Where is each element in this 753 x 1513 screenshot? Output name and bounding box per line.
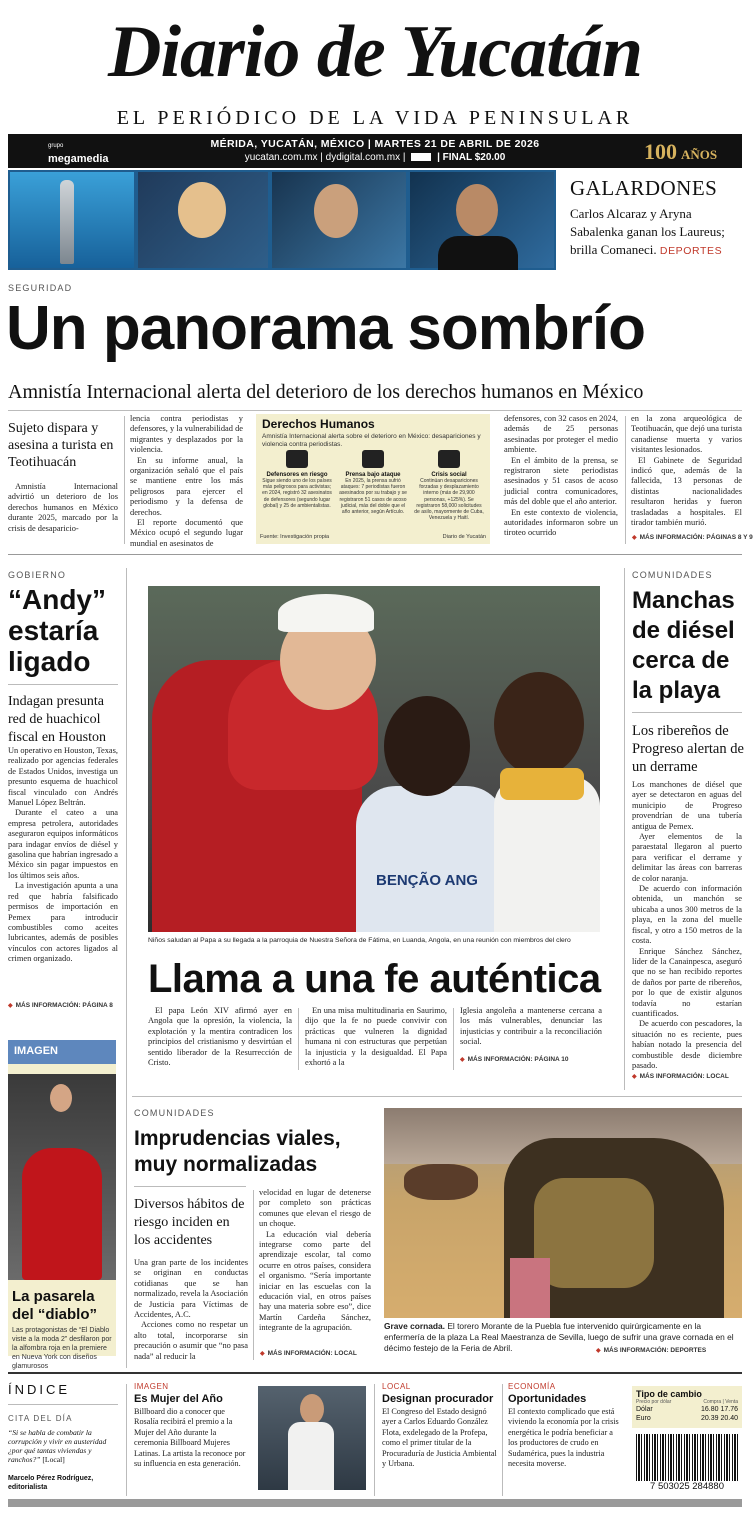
gobierno-p2: Durante el cateo a una empresa petrolera, autoridades aseguraron equipos informáticos para indagar envíos de diésel y gasolina que habrían ingresado a México sin pagar impuestos en los últimos seis años.: [8, 808, 118, 880]
comunidades-right-section-label: COMUNIDADES: [632, 570, 713, 580]
infobox-item-text: Continúan desapariciones forzadas y desplazamiento interno (más de 29,900 personas, +125%). Se registraron 58,000 solicitudes de asilo, mayormente de Cuba, Venezuela y Haití.: [414, 478, 484, 522]
human-rights-infobox: [256, 414, 490, 544]
exchange-row-value: 20.39 20.40: [701, 1415, 738, 1422]
infobox-item-title: Crisis social: [431, 472, 467, 478]
footer-col-title: Es Mujer del Año: [134, 1393, 223, 1405]
lead-col1: [8, 482, 118, 544]
footer-col-section: LOCAL: [382, 1382, 411, 1391]
footer-col-text: El Congreso del Estado designó ayer a Carlos Eduardo González Flota, exdelegado de la Profepa, como el primer titular de la Procuraduría de Justicia Ambiental y Urbana.: [382, 1407, 497, 1469]
viales-col1-p1: Una gran parte de los incidentes se originan en conductas cotidianas que se han normalizado, revela la Asociación de Justicia para Víctimas de Accidentes, A.C.: [134, 1258, 248, 1320]
lead-col1-text: Amnistía Internacional advirtió un deterioro de los derechos humanos en México durante 2025, marcado por la crisis de desaparicio-: [8, 482, 118, 533]
galardones-text: Carlos Alcaraz y Aryna Sabalenka ganan los Laureus; brilla Comaneci.: [570, 206, 725, 257]
trophy-figure-icon: [60, 180, 74, 264]
pope-photo[interactable]: [148, 586, 600, 932]
viales-col2-p1: velocidad en lugar de detenerse por completo son prácticas comunes que elevan el riesgo de un choque.: [259, 1188, 371, 1229]
infobox-item-1: [262, 450, 332, 509]
imagen-box[interactable]: [8, 1040, 116, 1370]
exchange-row-value: 16.80 17.76: [701, 1406, 738, 1413]
viales-subhead: Diversos hábitos de riesgo inciden en los accidentes: [134, 1197, 245, 1248]
megamedia-logo: [26, 140, 109, 165]
infobox-item-text: En 2025, la prensa sufrió ataques: 7 periodistas fueron asesinados por su trabajo y se registraron 51 casos de acoso judicial, más del doble que el año anterior, según Artículo.: [339, 478, 407, 516]
comunidades-right-p1: Los manchones de diésel que ayer se detectaron en aguas del municipio de Progreso provendrían de una tubería antigua de Pemex.: [632, 780, 742, 831]
barcode-number: 7 503025 284880: [632, 1481, 742, 1493]
bull: [404, 1164, 478, 1200]
torero-more-info[interactable]: ◆ MÁS INFORMACIÓN: DEPORTES: [596, 1347, 706, 1354]
footer-col-imagen[interactable]: [134, 1382, 250, 1469]
gobierno-p1: Un operativo en Houston, Texas, realizado por agencias federales de Estados Unidos, investiga un presunto esquema de huachicol fiscal vinculado con Andrés Manuel López Beltrán.: [8, 746, 118, 808]
viales-col1: [134, 1258, 248, 1362]
cita-tag: [Local]: [42, 1455, 65, 1464]
lead-col4-p2: El Gabinete de Seguridad indicó que, además de la fallecida, 13 personas de distintas nacionalidades resultaron heridas y fueron trasladadas a hospitales. El tirador también murió.: [631, 455, 742, 528]
website-links[interactable]: yucatan.com.mx | dydigital.com.mx |: [244, 152, 406, 163]
imagen-headline: La pasarela del “diablo”: [12, 1288, 98, 1323]
zucchetto: [278, 594, 374, 632]
imagen-text: Las protagonistas de “El Diablo viste a la moda 2” desfilaron por la alfombra roja en la premiere en Nueva York con diseños glamurosos: [12, 1327, 112, 1370]
viales-more-info[interactable]: ◆ MÁS INFORMACIÓN: LOCAL: [260, 1350, 357, 1357]
cita-author: Marcelo Pérez Rodríguez, editorialista: [8, 1475, 94, 1491]
imagen-label: IMAGEN: [8, 1040, 116, 1064]
divider: [298, 1008, 299, 1070]
infobox-item-2: [338, 450, 408, 515]
website-line: [190, 152, 560, 163]
gobierno-more-info[interactable]: ◆ MÁS INFORMACIÓN: PÁGINA 8: [8, 1002, 113, 1009]
masthead-subtitle: EL PERIÓDICO DE LA VIDA PENINSULAR: [116, 107, 634, 129]
footer-col-economia[interactable]: [508, 1382, 624, 1469]
footer-col-title: Designan procurador: [382, 1393, 494, 1405]
divider: [126, 568, 127, 1368]
divider: [8, 410, 742, 411]
gobierno-body: [8, 746, 118, 994]
pope-col3-text: Iglesia angoleña a mantenerse cercana a los más vulnerables, denunciar las injusticias y contribuir a la reconciliación social.: [460, 1006, 602, 1047]
viales-col1-p2: Acciones como no respetar un alto total, incorporarse sin precaución o asumir que “no pasa nada” al reducir la: [134, 1320, 248, 1361]
pink-stockings: [510, 1258, 550, 1318]
exchange-row: [636, 1414, 738, 1423]
person-face-2: [314, 184, 358, 238]
grupo-label: grupo: [48, 143, 64, 149]
footer-col-section: ECONOMÍA: [508, 1382, 556, 1391]
torero-caption-bold: Grave cornada.: [384, 1321, 445, 1331]
infobox-source: Fuente: Investigación propia: [260, 534, 330, 540]
lead-col2: [130, 414, 243, 548]
footer-col-local[interactable]: [382, 1382, 498, 1469]
divider: [124, 416, 125, 544]
girl-head: [384, 696, 470, 796]
exchange-row: [636, 1405, 738, 1414]
galardones-section[interactable]: DEPORTES: [659, 245, 723, 257]
footer-col-text: El contexto complicado que está viviendo la economía por la crisis energética le podría beneficiar a los productores de crudo en Sudamérica, pues la industria necesita moverse.: [508, 1407, 619, 1469]
infobox-item-text: Sigue siendo uno de los países más peligrosos para activistas; en 2024, registró 32 asesinatos de defensores (segundo lugar global) y 25 de ambientalistas.: [262, 478, 332, 509]
lead-col2-p3: El reporte documentó que México ocupó el segundo lugar mundial en asesinatos de: [130, 518, 243, 548]
infobox-item-title: Prensa bajo ataque: [345, 472, 401, 478]
laureus-photo-strip[interactable]: [8, 170, 556, 270]
exchange-row-name: Euro: [636, 1415, 651, 1422]
person-body-3: [438, 236, 518, 270]
infobox-item-3: [414, 450, 484, 521]
viales-col2-p2: La educación vial debería integrarse como parte del aprendizaje escolar, tal como ocurre en otros países, considera el organismo. “Sería importante iniciar en las escuelas con la educación vial, en otros países hay una materia sobre eso”, dice Martín Cardeña Sánchez, integrante de la agrupación.: [259, 1229, 371, 1333]
imagen-face: [50, 1084, 72, 1112]
divider: [132, 1096, 742, 1097]
lead-col2-p1: lencia contra periodistas y defensores, y la vulnerabilidad de migrantes y desplazados por la violencia.: [130, 414, 243, 455]
lead-deck: Amnistía Internacional alerta del deterioro de los derechos humanos en México: [8, 381, 644, 403]
exchange-header-left: Precio por dólar: [636, 1399, 672, 1405]
footer-col-text: Billboard dio a conocer que Rosalía recibirá el premio a la Mujer del Año durante la ceremonia Billboard Mujeres Latinas. La artista la reconoce por su influencia en esta generación.: [134, 1407, 246, 1469]
lead-col4-p1: en la zona arqueológica de Teotihuacán, que dejó una turista canadiense muerta y varios visitantes lesionados.: [631, 414, 742, 455]
gobierno-p3: La investigación apunta a una red que habría falsificado permisos de importación en Pemex para introducir combustibles como aceites lubricantes, además de posibles vínculos con actores ligados al crimen organizado.: [8, 881, 118, 964]
infobox-credit: Diario de Yucatán: [442, 534, 486, 540]
comunidades-right-p2: Ayer elementos de la paraestatal llegaron al puerto para verificar el derrame y delimitar las áreas con barreras de color naranja.: [632, 832, 742, 883]
lead-col3-p1: defensores, con 32 casos en 2024, además de 25 personas asesinadas por proteger el medio ambiente.: [504, 414, 618, 455]
gobierno-section-label: GOBIERNO: [8, 570, 67, 580]
lead-headline[interactable]: Un panorama sombrío: [6, 294, 645, 363]
gobierno-subhead: Indagan presunta red de huachicol fiscal en Houston: [8, 694, 106, 745]
divider: [8, 554, 742, 555]
pope-caption: Niños saludan al Papa a su llegada a la parroquia de Nuestra Señora de Fátima, en Luanda, Angola, en una reunión con miembros del clero: [148, 937, 571, 944]
exchange-row-name: Dólar: [636, 1406, 653, 1413]
social-crisis-icon: [438, 450, 460, 468]
lead-col3: [504, 414, 618, 544]
child-girl: [356, 786, 506, 932]
pope-col2: [305, 1006, 447, 1072]
price: | FINAL $20.00: [437, 152, 506, 163]
person-face-1: [178, 182, 226, 238]
lead-col2-p2: En su informe anual, la organización señaló que el país se mantiene entre los más peligrosos para ejercer el periodismo y la defensa de derechos.: [130, 455, 243, 517]
index-title: ÍNDICE: [8, 1382, 71, 1397]
cita-quote: [8, 1428, 120, 1464]
social-icons[interactable]: [411, 153, 431, 161]
divider: [134, 1186, 246, 1187]
shirt-print: BENÇÃO ANG: [376, 872, 478, 889]
dateline: MÉRIDA, YUCATÁN, MÉXICO | MARTES 21 DE ABRIL DE 2026: [210, 138, 540, 150]
pope-col1-text: El papa León XIV afirmó ayer en Angola que la opresión, la violencia, la explotación y la mentira contradicen los principios del cristianismo y desvirtúan el sentido liberador de la Resurrección de Cristo.: [148, 1006, 292, 1068]
lead-col3-p3: En este contexto de violencia, autoridades informaron sobre un tiroteo ocurrido: [504, 507, 618, 538]
exchange-header-right: Compra | Venta: [703, 1399, 738, 1405]
pope-col1: [148, 1006, 292, 1072]
infobox-subtitle: Amnistía Internacional alerta sobre el deterioro en México: desapariciones y violencia contra periodistas.: [262, 433, 481, 448]
defenders-icon: [286, 450, 308, 468]
comunidades-right-subhead: Los ribereños de Progreso alertan de un derrame: [632, 723, 744, 775]
rosalia-face: [300, 1394, 324, 1424]
galardones-teaser[interactable]: [570, 205, 742, 260]
masthead: [0, 0, 750, 172]
torero-caption-text: El torero Morante de la Puebla fue intervenido quirúrgicamente en la enfermería de la plaza La Real Maestranza de Sevilla, luego de sufrir una grave cornada en el décimo festejo de la Feria de Abril.: [384, 1321, 734, 1353]
megamedia-label: megamedia: [48, 153, 109, 165]
exchange-title: Tipo de cambio: [636, 1389, 702, 1399]
boy-scarf: [500, 768, 584, 800]
divider: [8, 684, 118, 685]
anniversary-badge: [644, 139, 717, 165]
footer-col-title: Oportunidades: [508, 1393, 587, 1405]
comunidades-right-p4: Enrique Sánchez Sánchez, líder de la Canainpesca, aseguró que no se han recibido reportes de daños por parte de ribereños, por lo que de existir algunos todavía no estarían cuantificados.: [632, 946, 742, 1018]
infobox-item-title: Defensores en riesgo: [266, 472, 328, 478]
viales-section-label: COMUNIDADES: [134, 1108, 215, 1118]
divider: [625, 416, 626, 544]
cita-label: CITA DEL DÍA: [8, 1414, 73, 1423]
galardones-kicker: GALARDONES: [570, 176, 718, 200]
divider: [453, 1008, 454, 1070]
masthead-title: Diario de Yucatán: [108, 11, 642, 93]
pope-col3: [460, 1006, 602, 1052]
divider: [253, 1190, 254, 1360]
comunidades-right-body: [632, 780, 742, 1070]
pope-headline[interactable]: Llama a una fe auténtica: [148, 957, 601, 1001]
lead-subhead: Sujeto dispara y asesina a turista en Teotihuacán: [8, 421, 114, 470]
boy-head: [494, 672, 584, 776]
person-face-3: [456, 184, 498, 236]
bottom-bar: [8, 1499, 742, 1507]
divider: [374, 1384, 375, 1496]
lead-more-info[interactable]: ◆ MÁS INFORMACIÓN: PÁGINAS 8 Y 9: [632, 534, 753, 541]
anniversary-number: 100: [644, 139, 677, 164]
divider: [126, 1384, 127, 1496]
cita-text: “Si se habla de combatir la corrupción y vivir en austeridad ¿por qué tantas viviendas y ranchos?”: [8, 1428, 107, 1464]
comunidades-right-p3: De acuerdo con información obtenida, un manchón se ubicaba a unos 300 metros de la playa, en la zona del muelle fiscal, y otro a 150 metros de la costa.: [632, 884, 742, 946]
imagen-red-dress: [22, 1148, 102, 1280]
comunidades-right-p5: De acuerdo con pescadores, la situación no es reciente, pues habían notado la presencia del combustible desde diciembre pasado.: [632, 1019, 742, 1070]
pope-col2-text: En una misa multitudinaria en Saurimo, dijo que la fe no puede convivir con prácticas que vulneren la dignidad humana ni con estructuras que perpetúan la injusticia y la desigualdad. El Papa exhortó a la: [305, 1006, 447, 1068]
divider: [8, 1372, 742, 1374]
barcode: [636, 1434, 740, 1482]
press-icon: [362, 450, 384, 468]
lead-section-label: SEGURIDAD: [8, 283, 73, 293]
comunidades-right-more-info[interactable]: ◆ MÁS INFORMACIÓN: LOCAL: [632, 1073, 729, 1080]
rosalia-dress: [288, 1422, 334, 1490]
pope-more-info[interactable]: ◆ MÁS INFORMACIÓN: PÁGINA 10: [460, 1056, 569, 1063]
lead-col4: [631, 414, 742, 530]
comunidades-right-headline[interactable]: Manchas de diésel cerca de la playa: [632, 587, 735, 704]
infobox-title: Derechos Humanos: [262, 417, 375, 431]
exchange-rate-box: [632, 1386, 742, 1428]
lead-col3-p2: En el ámbito de la prensa, se registraron siete periodistas asesinados y 51 casos de acoso judicial contra comunicadores, más del doble que el año anterior.: [504, 455, 618, 507]
anniversary-text: AÑOS: [681, 147, 718, 162]
footer-col-section: IMAGEN: [134, 1382, 169, 1391]
divider: [624, 568, 625, 1090]
torero-photo[interactable]: [384, 1108, 742, 1318]
viales-headline[interactable]: Imprudencias viales, muy normalizadas: [134, 1127, 341, 1176]
rosalia-photo: [258, 1386, 366, 1490]
viales-col2: [259, 1188, 371, 1342]
divider: [502, 1384, 503, 1496]
divider: [632, 712, 742, 713]
divider: [8, 1404, 118, 1405]
gold-costume: [534, 1178, 654, 1288]
gobierno-headline[interactable]: “Andy” estaría ligado: [8, 584, 106, 677]
